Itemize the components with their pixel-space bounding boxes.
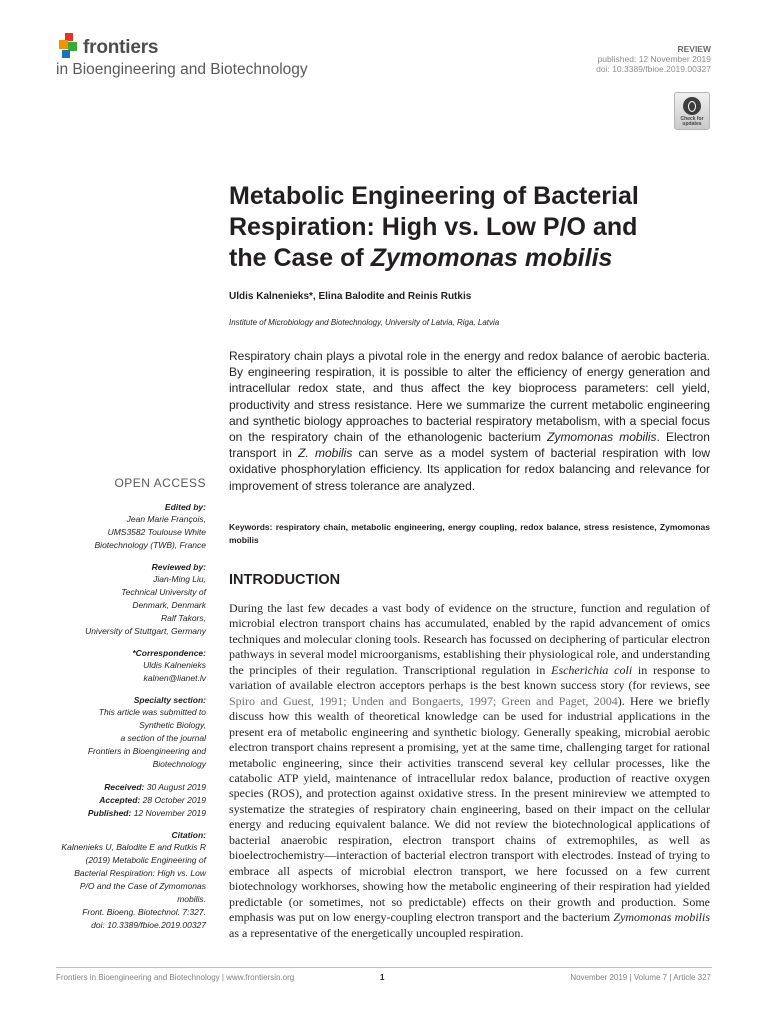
abstract-text: . Electron transport in [229,430,710,461]
specialty-line: Synthetic Biology, [139,720,206,730]
accepted-date [26,794,206,807]
citation-line: mobilis. [177,894,206,904]
logo-square-red [65,33,73,41]
citation-line: Kalnenieks U, Balodite E and Rutkis R [61,842,206,852]
edited-by-label: Edited by: [164,502,206,512]
specialty-line: a section of the journal [120,733,206,743]
footer-journal-link[interactable]: Frontiers in Bioengineering and Biotechnology | www.frontiersin.org [56,973,295,982]
citation-label: Citation: [171,830,206,840]
article-doi[interactable]: doi: 10.3389/fbioe.2019.00327 [596,64,711,74]
check-updates-icon [683,97,701,115]
reviewer-line: Technical University of [121,587,206,597]
citation-line: (2019) Metabolic Engineering of [85,855,206,865]
published-label: Published: [87,808,132,818]
abstract-text: can serve as a model system of bacterial respiration with low oxidative phosphorylation efficiency. Its application for redox balancing and relevance for improvement of stress tolerance are analyzed. [229,446,711,493]
accepted-value: 28 October 2019 [142,795,206,805]
body-species: Escherichia coli [551,662,633,677]
article-type: REVIEW [677,44,711,54]
abstract [229,348,710,494]
frontiers-logo-icon [56,33,80,61]
citation-line: P/O and the Case of Zymomonas [79,881,206,891]
editor-line: Biotechnology (TWB), France [94,540,206,550]
correspondence-email[interactable]: kalnen@lianet.lv [143,673,206,683]
journal-name: in Bioengineering and Biotechnology [56,61,308,78]
reviewer-line: Jian-Ming Liu, [153,574,206,584]
body-text: During the last few decades a vast body of evidence on the structure, function and regulation of microbial electron transport chains has accumulated, enabled by the rapid advancement of omics techniques and molecular cloning tools. Research has focussed on deciphering of particular electron pathways in several model microorganisms, establishing their physiological role, and understanding the principles of their regulation. Transcriptional regulation in [229,601,710,677]
reviewed-by-label: Reviewed by: [151,562,206,572]
citation-link[interactable]: Spiro and Guest, 1991; Unden and Bongaerts, 1997; Green and Paget, 2004 [229,693,618,708]
keywords-label: Keywords: [229,522,273,532]
received-value: 30 August 2019 [146,782,206,792]
keywords [229,521,710,547]
accepted-label: Accepted: [99,795,141,805]
citation-doi[interactable]: doi: 10.3389/fbioe.2019.00327 [91,920,206,930]
specialty-line: This article was submitted to [98,707,206,717]
reviewer-line: University of Stuttgart, Germany [85,626,206,636]
article-sidebar [26,476,206,932]
published-date-sidebar [26,807,206,820]
editor-line: UMS3582 Toulouse White [107,527,206,537]
abstract-species: Z. mobilis [298,446,353,461]
logo-square-green [68,42,77,51]
introduction-body [229,601,710,941]
published-date: published: 12 November 2019 [597,54,711,64]
body-text: ). Here we briefly discuss how this wealth of theoretical knowledge can be used for industrial applications in the present era of metabolic engineering and synthetic biology. Generally speaking, microbial aerobic electron transport chains represent a promising, yet at the same time, challenging target for rational metabolic engineering, since their activities transcend several key cellular processes, like the catabolic ATP yield, maintenance of intracellular redox balance, production of reactive oxygen species (ROS), and protection against oxidative stress. In the present minireview we attempted to systematize the strategies of respiratory chain engineering, based on their impact on the cellular energy and reducing equivalent balance. We did not review the biotechnological applications of bacterial anaerobic respiration, electron transport chains of extremophiles, as well as bioelectrochemistry—interaction of bacterial electron transport with electrodes. Instead of trying to embrace all aspects of microbial electron transport, we here focussed on a few current biotechnology workhorses, showing how the metabolic engineering of their respiration had yielded predictable (or sometimes, not so predictable) effects on their growth and production. Some emphasis was put on low energy-coupling electron transport and the bacterium [229,693,710,925]
citation-line: Front. Bioeng. Biotechnol. 7:327. [82,907,206,917]
title-line: Respiration: High vs. Low P/O and [229,213,638,241]
title-line: Metabolic Engineering of Bacterial [229,182,639,210]
body-species: Zymomonas mobilis [613,910,711,925]
check-updates-label: Check for updates [680,116,704,127]
footer-divider [56,967,712,968]
reviewer-line: Ralf Takors, [160,613,206,623]
section-heading-introduction: INTRODUCTION [229,572,341,588]
page-number: 1 [380,973,385,982]
affiliation: Institute of Microbiology and Biotechnology, University of Latvia, Riga, Latvia [229,318,500,327]
logo-square-orange [59,40,68,49]
brand-name[interactable]: frontiers [83,37,159,58]
author-list[interactable]: Uldis Kalnenieks*, Elina Balodite and Reinis Rutkis [229,291,472,302]
title-line [229,243,729,274]
published-value: 12 November 2019 [133,808,206,818]
body-text: in response to variation of available electron acceptors perhaps is the best known success story (for reviews, see [229,662,711,693]
logo-square-blue [62,50,70,58]
title-species: Zymomonas mobilis [370,244,613,272]
article-meta [596,44,711,74]
keywords-list: respiratory chain, metabolic engineering, energy coupling, redox balance, stress resistence, Zymomonas mobilis [229,522,710,545]
check-for-updates-button[interactable] [674,92,710,130]
received-date [26,781,206,794]
open-access-label: OPEN ACCESS [114,476,206,490]
abstract-text: Respiratory chain plays a pivotal role in the energy and redox balance of aerobic bacteria. By engineering respiration, it is possible to alter the efficiency of energy generation and intracellular redox state, and thus affect the key bioprocess parameters: cell yield, productivity and stress resistance. Here we summarize the current metabolic engineering and synthetic biology approaches to bacterial respiratory metabolism, with a special focus on the respiratory chain of the ethanologenic bacterium [229,349,710,445]
specialty-section-label: Specialty section: [133,695,206,705]
article-title [229,181,729,274]
footer-issue-info: November 2019 | Volume 7 | Article 327 [570,973,711,982]
correspondence-name: Uldis Kalnenieks [143,660,206,670]
received-label: Received: [104,782,145,792]
specialty-line: Biotechnology [152,759,206,769]
reviewer-line: Denmark, Denmark [132,600,206,610]
citation-line: Bacterial Respiration: High vs. Low [74,868,206,878]
body-text: as a representative of the energetically uncoupled respiration. [229,925,524,940]
correspondence-label: *Correspondence: [132,648,206,658]
title-text: the Case of [229,244,371,272]
specialty-line: Frontiers in Bioengineering and [87,746,206,756]
editor-line: Jean Marie François, [126,514,206,524]
abstract-species: Zymomonas mobilis [547,430,657,445]
